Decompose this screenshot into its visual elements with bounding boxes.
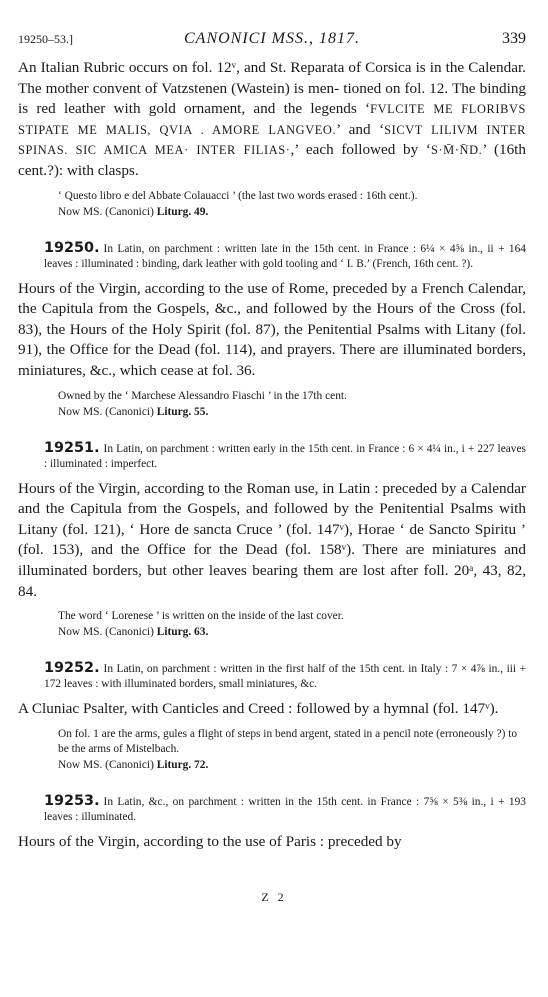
entry-note-19250: Owned by the ‘ Marchese Alessandro Fiaschi ’ in the 17th cent.: [58, 389, 347, 402]
entry-header-19251: 19251. In Latin, on parchment : written early in the 15th cent. in France : 6 × 4¼ in., i + 227 leaves : illuminated : imperfect.: [44, 439, 526, 470]
entry-description-19251: Hours of the Virgin, according to the Roman use, in Latin : preceded by a Calendar and the Capitula from the Gospels, and followed by the Penitential Psalms with Litany (fol. 121), ‘ Hore de sancta Cruce ’ (fol. 147ᵛ), Horae ‘ de Sancto Spiritu ’ (fol. 153), and the Office for the Dead (fol. 158ᵛ). There are miniatures and illuminated borders, but other leaves bearing them are lost after foll. 20ᵃ, 43, 82, 84.: [18, 479, 526, 600]
signature-mark: Z 2: [261, 890, 287, 904]
entry-shelfmark-19251: Now MS. (Canonici) Liturg. 63.: [58, 626, 209, 639]
entry-note-19251: The word ‘ Lorenese ’ is written on the inside of the last cover.: [58, 610, 344, 623]
intro-paragraph: An Italian Rubric occurs on fol. 12ᵛ, and St. Reparata of Corsica is in the Calendar. The mother convent of Vatzstenen (Wastein) is men- tioned on fol. 12. The binding is red leather with gold ornament, and the legends ‘FVLCITE ME FLORIBVS STIPATE ME MALIS, QVIA . AMORE LANGVEO.’ and ‘SICVT LILIVM INTER SPINAS. SIC AMICA MEA· INTER FILIAS·,’ each followed by ‘S·M̄·N̄D.’ (16th cent.?): with clasps.: [18, 59, 527, 179]
entry-header-19252: 19252. In Latin, on parchment : written in the first half of the 15th cent. in Italy : 7 × 4⅞ in., iii + 172 leaves : with illuminated borders, small miniatures, &c.: [44, 660, 526, 691]
running-header: [18, 30, 526, 52]
entry-note-19252: On fol. 1 are the arms, gules a flight of steps in bend argent, stated in a pencil note (erroneously ?) to be the arms of Mistelbach.: [58, 727, 518, 755]
header-title: CANONICI MSS., 1817.: [184, 30, 360, 47]
page-body: [18, 58, 526, 852]
intro-note: ‘ Questo libro e del Abbate Colauacci ’ (the last two words erased : 16th cent.).: [58, 189, 418, 202]
entry-header-19253: 19253. In Latin, &c., on parchment : written in the 15th cent. in France : 7⅝ × 5⅜ in., i + 193 leaves : illuminated.: [44, 792, 526, 823]
entry-shelfmark-19250: Now MS. (Canonici) Liturg. 55.: [58, 405, 209, 418]
entry-shelfmark-19252: Now MS. (Canonici) Liturg. 72.: [58, 758, 209, 771]
page-number: 339: [502, 30, 526, 47]
entry-number: 19251.: [44, 439, 100, 456]
header-range: 19250–53.]: [18, 32, 73, 46]
entry-description-19253: Hours of the Virgin, according to the use of Paris : preceded by: [18, 832, 402, 850]
entry-number: 19253.: [44, 792, 100, 809]
entry-header-19250: 19250. In Latin, on parchment : written late in the 15th cent. in France : 6¼ × 4⅝ in., ii + 164 leaves : illuminated : binding, dark leather with gold tooling and ‘ I. B.’ (French, 16th cent. ?).: [44, 239, 526, 270]
entry-description-19252: A Cluniac Psalter, with Canticles and Creed : followed by a hymnal (fol. 147ᵛ).: [18, 700, 499, 718]
entry-description-19250: Hours of the Virgin, according to the use of Rome, preceded by a French Calendar, the Capitula from the Gospels, &c., and followed by the Hours of the Cross (fol. 83), the Hours of the Holy Spirit (fol. 87), the Penitential Psalms with Litany (fol. 91), the Office for the Dead (fol. 114), and prayers. There are illuminated borders, miniatures, &c., which cease at fol. 36.: [18, 279, 526, 379]
entry-number: 19252.: [44, 660, 100, 677]
intro-shelfmark: Now MS. (Canonici) Liturg. 49.: [58, 205, 209, 218]
entry-number: 19250.: [44, 239, 100, 256]
